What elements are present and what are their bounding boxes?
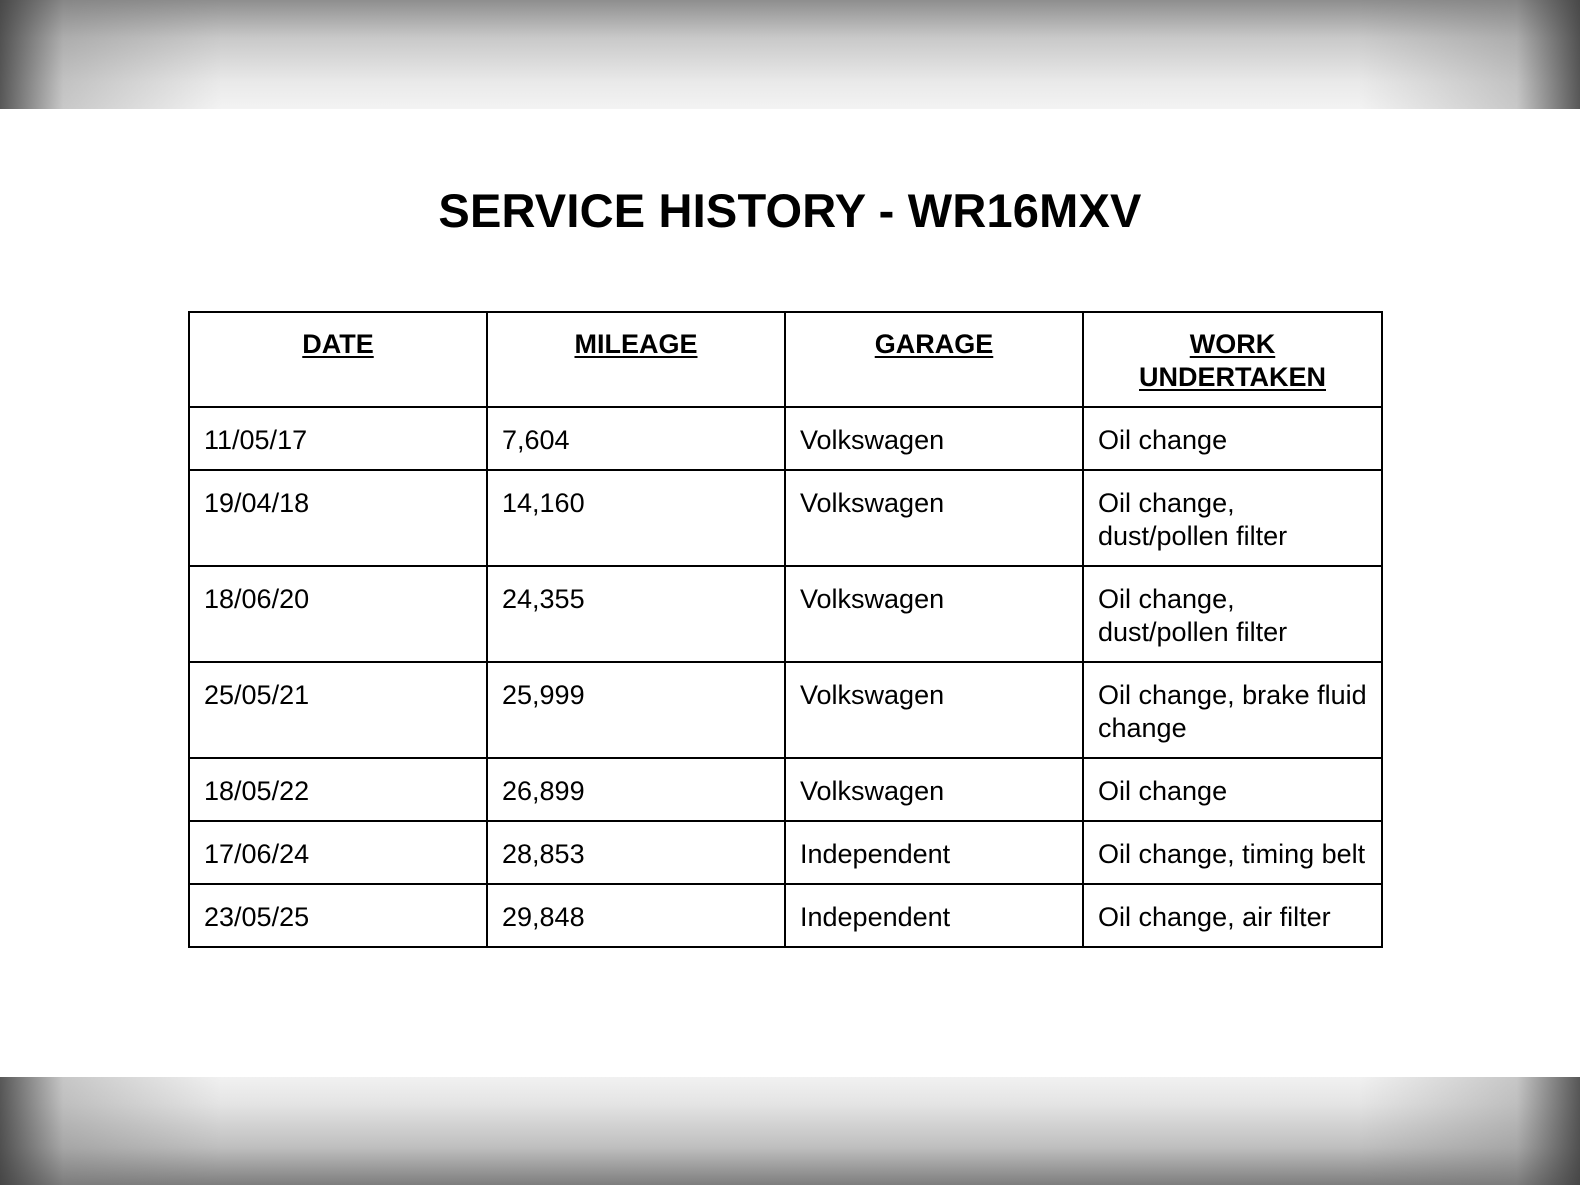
bottom-vignette-band: [0, 1077, 1580, 1185]
cell-mileage: 28,853: [487, 821, 785, 884]
cell-garage: Volkswagen: [785, 566, 1083, 662]
cell-garage: Independent: [785, 884, 1083, 947]
cell-work: Oil change, dust/pollen filter: [1083, 470, 1382, 566]
header-work-undertaken: WORK UNDERTAKEN: [1083, 312, 1382, 407]
table-header-row: [189, 312, 1382, 407]
cell-garage: Volkswagen: [785, 662, 1083, 758]
table-row: [189, 566, 1382, 662]
header-garage: GARAGE: [785, 312, 1083, 407]
top-vignette-band: [0, 0, 1580, 109]
document-title: SERVICE HISTORY - WR16MXV: [438, 184, 1142, 237]
document-page: [0, 109, 1580, 1077]
cell-mileage: 7,604: [487, 407, 785, 470]
cell-mileage: 14,160: [487, 470, 785, 566]
cell-date: 19/04/18: [189, 470, 487, 566]
cell-date: 23/05/25: [189, 884, 487, 947]
cell-date: 18/05/22: [189, 758, 487, 821]
cell-mileage: 25,999: [487, 662, 785, 758]
service-history-table: [188, 311, 1383, 948]
table-row: [189, 407, 1382, 470]
cell-mileage: 29,848: [487, 884, 785, 947]
header-mileage: MILEAGE: [487, 312, 785, 407]
cell-work: Oil change: [1083, 407, 1382, 470]
cell-garage: Volkswagen: [785, 758, 1083, 821]
cell-garage: Independent: [785, 821, 1083, 884]
table-row: [189, 821, 1382, 884]
table-row: [189, 758, 1382, 821]
cell-date: 18/06/20: [189, 566, 487, 662]
cell-mileage: 26,899: [487, 758, 785, 821]
cell-garage: Volkswagen: [785, 407, 1083, 470]
cell-work: Oil change: [1083, 758, 1382, 821]
table-row: [189, 662, 1382, 758]
header-date: DATE: [189, 312, 487, 407]
table-row: [189, 884, 1382, 947]
table-row: [189, 470, 1382, 566]
cell-work: Oil change, dust/pollen filter: [1083, 566, 1382, 662]
cell-garage: Volkswagen: [785, 470, 1083, 566]
cell-work: Oil change, air filter: [1083, 884, 1382, 947]
cell-date: 25/05/21: [189, 662, 487, 758]
cell-date: 17/06/24: [189, 821, 487, 884]
cell-date: 11/05/17: [189, 407, 487, 470]
cell-work: Oil change, brake fluid change: [1083, 662, 1382, 758]
cell-mileage: 24,355: [487, 566, 785, 662]
cell-work: Oil change, timing belt: [1083, 821, 1382, 884]
